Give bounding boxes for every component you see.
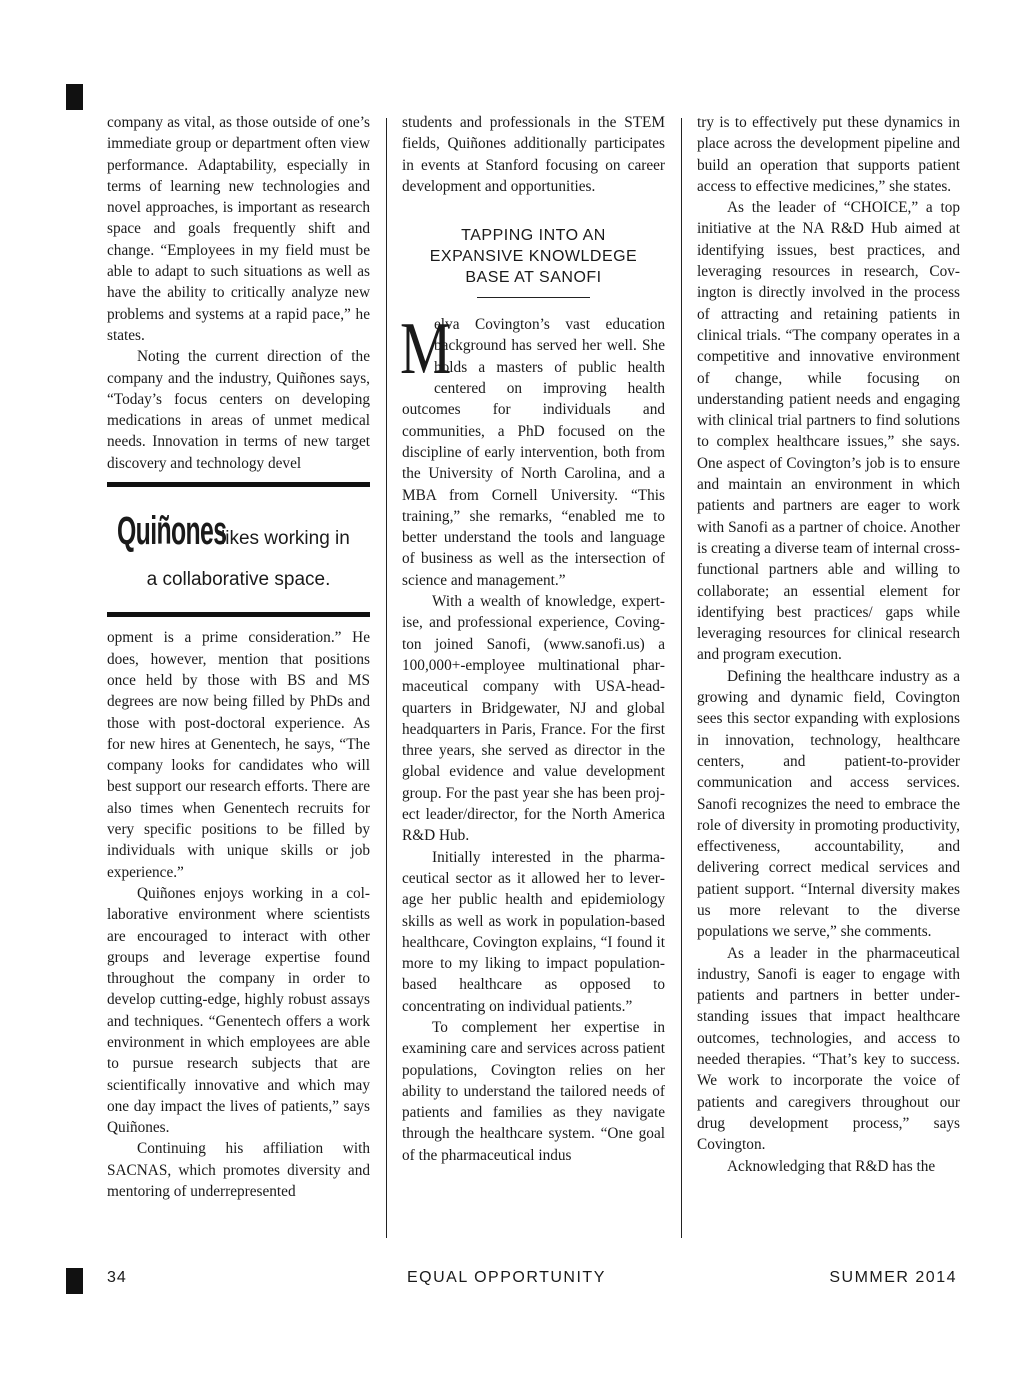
column-divider bbox=[681, 118, 682, 1238]
magazine-title: EQUAL OPPORTUNITY bbox=[407, 1269, 606, 1286]
pull-quote-bottom-bar bbox=[107, 612, 370, 617]
article-column-2 bbox=[402, 112, 665, 1166]
page-number: 34 bbox=[107, 1269, 127, 1286]
pull-quote-top-bar bbox=[107, 482, 370, 487]
paragraph: As a leader in the pharmaceutical industry, Sanofi is eager to engage with patients and partners in better understanding issues that impact healthcare outcomes, technologies, and access to needed therapies. “That’s key to success. We work to incorporate the voice of patients and caregivers throughout our drug development process,” says Covington. bbox=[697, 944, 960, 1154]
section-heading: TAPPING INTO AN EXPANSIVE KNOWLDEGE BASE AT SANOFI bbox=[429, 227, 638, 287]
paragraph: Initially interested in the pharmaceutical sector as it allowed her to leverage her public health and epidemiology skills as well as work in population-based healthcare, Covington explains, “I found it more to my liking to impact population-based healthcare as opposed to concentrating on individual patients.” bbox=[402, 848, 665, 1015]
paragraph: As the leader of “CHOICE,” a top initiative at the NA R&D Hub aimed at identifying issues, best practices, and leveraging resources in research, Covington is directly involved in the process of attracting and retaining patients in clinical trials. “The company operates in a competitive and innovative environment of change, while focusing on understanding patient needs and engaging with clinical trial partners to find solutions to complex healthcare issues,” she says. One aspect of Covington’s job is to ensure and maintain an environment in which patients and partners are eager to work with Sanofi as a partner of choice. Another is creating a diverse team of internal cross-functional partners able and willing to collaborate; an essential element for identifying best practices/ gaps while leveraging resources for clinical research and program execution. bbox=[697, 199, 960, 664]
article-column-3 bbox=[697, 112, 960, 1177]
paragraph: Quiñones enjoys working in a collaborative environment where scientists are encouraged to interact with other groups and leverage expertise found throughout the company in order to develop cutting-edge, highly robust assays and techniques. “Genentech offers a work environment in which employees are able to pursue research subjects that are scientifically innovative and which may one day impact the lives of patients,” says Quiñones. bbox=[107, 884, 370, 1137]
pull-quote-text: a collaborative space. bbox=[146, 569, 331, 591]
page-footer bbox=[107, 1269, 957, 1289]
column-divider bbox=[386, 118, 387, 1238]
pull-quote bbox=[107, 482, 370, 617]
paragraph: Continuing his affiliation with SACNAS, which promotes diversity and mentoring of underrepresented bbox=[107, 1140, 370, 1201]
paragraph: students and professionals in the STEM fields, Quiñones additionally participates in events at Stanford focusing on career development and opportunities. bbox=[402, 114, 665, 195]
paragraph: Defining the healthcare industry as a growing and dynamic field, Covington sees this sector expanding with explosions in innovation, technology, healthcare centers, and patient-to-provider communication and access services. Sanofi recognizes the need to embrace the role of diversity in promoting productivity, effectiveness, accountability, and delivering correct medical services and patient support. “Internal diversity makes us more relevant to the diverse populations we serve,” she comments. bbox=[697, 667, 960, 941]
paragraph: With a wealth of knowledge, expertise, and professional experience, Covington joined Sanofi, (www.sanofi.us) a 100,000+-employee multinational pharmaceutical company with USA-headquarters in Bridgewater, NJ and global headquarters in Paris, France. For the first three years, she served as director in the global evidence and value development group. For the past year she has been project leader/director, for the North America R&D Hub. bbox=[402, 593, 665, 845]
page-marker-top bbox=[66, 84, 83, 110]
drop-cap: M bbox=[400, 308, 452, 391]
paragraph: Acknowledging that R&D has the bbox=[727, 1157, 936, 1175]
page-marker-bottom bbox=[66, 1268, 83, 1294]
paragraph: opment is a prime consideration.” He does, however, mention that positions once held by those with BS and MS degrees are now being filled by PhDs and those with post-doctoral experience. As for new hires at Genentech, he says, “The company looks for candidates who will best support our research efforts. There are also times when Genentech recruits for very specific positions to be filled by individuals with unique skills or job experience.” bbox=[107, 629, 370, 881]
paragraph: Noting the current direction of the company and the industry, Quiñones says, “Today’s focus centers on developing medications in areas of unmet medical needs. Innovation in terms of new target discovery and technology devel bbox=[107, 348, 370, 472]
paragraph: To complement her expertise in examining care and services across patient populations, Covington relies on her ability to understand the tailored needs of patients and families as they navigate through the healthcare system. “One goal of the pharmaceutical indus bbox=[402, 1018, 665, 1164]
pull-quote-name: Quiñones bbox=[117, 509, 227, 554]
issue-date: SUMMER 2014 bbox=[829, 1269, 957, 1286]
paragraph: company as vital, as those outside of one’s immediate group or department often view performance. Adaptability, especially in terms of learning new technologies and novel approaches, is important as research space and goals frequently shift and change. “Employees in my field must be able to adapt to such situations as well as have the ability to critically analyze new problems and systems at a rapid pace,” he states. bbox=[107, 114, 370, 344]
pull-quote-text: likes working in bbox=[221, 528, 350, 550]
paragraph: try is to effectively put these dynamics in place across the development pipeline and build an operation that supports patient access to effective medicines,” she states. bbox=[697, 114, 960, 195]
article-column-1 bbox=[107, 112, 370, 1202]
paragraph: elva Covington’s vast education background has served her well. She holds a masters of public health centered on improving health outcomes for individuals and communities, a PhD focused on the discipline of early intervention, both from the University of North Carolina, and a MBA from Cornell University. “This training,” she remarks, “enabled me to better understand the tools and language of business as well as the intersection of science and management.” bbox=[402, 316, 665, 589]
section-heading-rule bbox=[477, 297, 590, 298]
